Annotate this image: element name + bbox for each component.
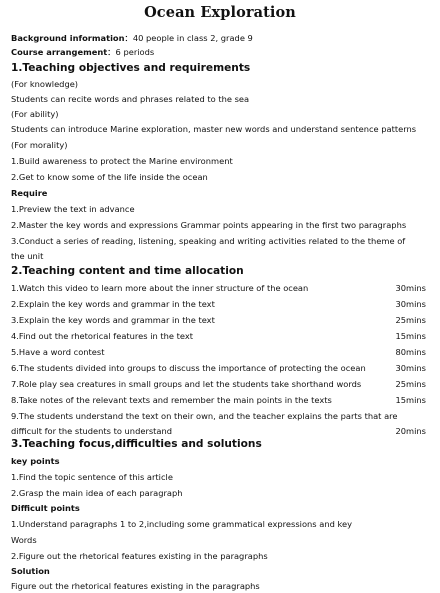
morality-item: 2.Get to know some of the life inside the ocean [11,172,208,182]
schedule-text: 2.Explain the key words and grammar in the text [11,299,215,309]
difficult-point-item: 2.Figure out the rhetorical features existing in the paragraphs [11,551,268,561]
difficult-point-item: Words [11,535,37,545]
section3-heading: 3.Teaching focus,difficulties and solutions [11,438,262,450]
schedule-time: 15mins [395,395,426,405]
schedule-time: 30mins [395,299,426,309]
require-item: 2.Master the key words and expressions Grammar points appearing in the first two paragraphs [11,220,407,230]
page-title: Ocean Exploration [144,4,296,21]
ability-label: (For ability) [11,109,59,119]
schedule-text: 1.Watch this video to learn more about the inner structure of the ocean [11,283,309,293]
schedule-text-continued: difficult for the students to understand [11,426,173,436]
solution-label: Solution [11,566,50,576]
key-points-label: key points [11,456,60,466]
schedule-time: 20mins [395,426,426,436]
schedule-text: 4.Find out the rhetorical features in the text [11,331,194,341]
difficult-point-item: 1.Understand paragraphs 1 to 2,including some grammatical expressions and key [11,519,353,529]
key-point-item: 1.Find the topic sentence of this article [11,472,173,482]
section2-heading: 2.Teaching content and time allocation [11,265,244,277]
schedule-text: 6.The students divided into groups to discuss the importance of protecting the ocean [11,363,366,373]
course-label: Course arrangement： [11,47,116,57]
require-item: the unit [11,251,44,261]
morality-label: (For morality) [11,140,68,150]
key-point-item: 2.Grasp the main idea of each paragraph [11,488,183,498]
course-arrangement [11,47,154,58]
knowledge-text: Students can recite words and phrases related to the sea [11,94,250,104]
background-value: 40 people in class 2, grade 9 [132,33,253,43]
difficult-points-label: Difficult points [11,503,80,513]
schedule-time: 25mins [395,379,426,389]
schedule-time: 30mins [395,283,426,293]
schedule-text: 5.Have a word contest [11,347,105,357]
course-value: 6 periods [115,47,155,57]
schedule-text: 3.Explain the key words and grammar in the text [11,315,215,325]
background-info [11,33,253,44]
knowledge-label: (For knowledge) [11,79,79,89]
solution-text: Figure out the rhetorical features existing in the paragraphs [11,581,260,591]
ability-text: Students can introduce Marine exploration, master new words and understand sentence patterns [11,124,417,134]
background-label: Background information： [11,33,133,43]
schedule-text: 9.The students understand the text on their own, and the teacher explains the parts that are [11,411,398,421]
schedule-time: 80mins [395,347,426,357]
schedule-time: 25mins [395,315,426,325]
require-label: Require [11,188,48,198]
section1-heading: 1.Teaching objectives and requirements [11,62,251,74]
schedule-time: 30mins [395,363,426,373]
schedule-text: 8.Take notes of the relevant texts and remember the main points in the texts [11,395,332,405]
require-item: 1.Preview the text in advance [11,204,135,214]
schedule-time: 15mins [395,331,426,341]
schedule-text: 7.Role play sea creatures in small groups and let the students take shorthand words [11,379,362,389]
morality-item: 1.Build awareness to protect the Marine environment [11,156,233,166]
require-item: 3.Conduct a series of reading, listening, speaking and writing activities related to the theme of [11,236,406,246]
